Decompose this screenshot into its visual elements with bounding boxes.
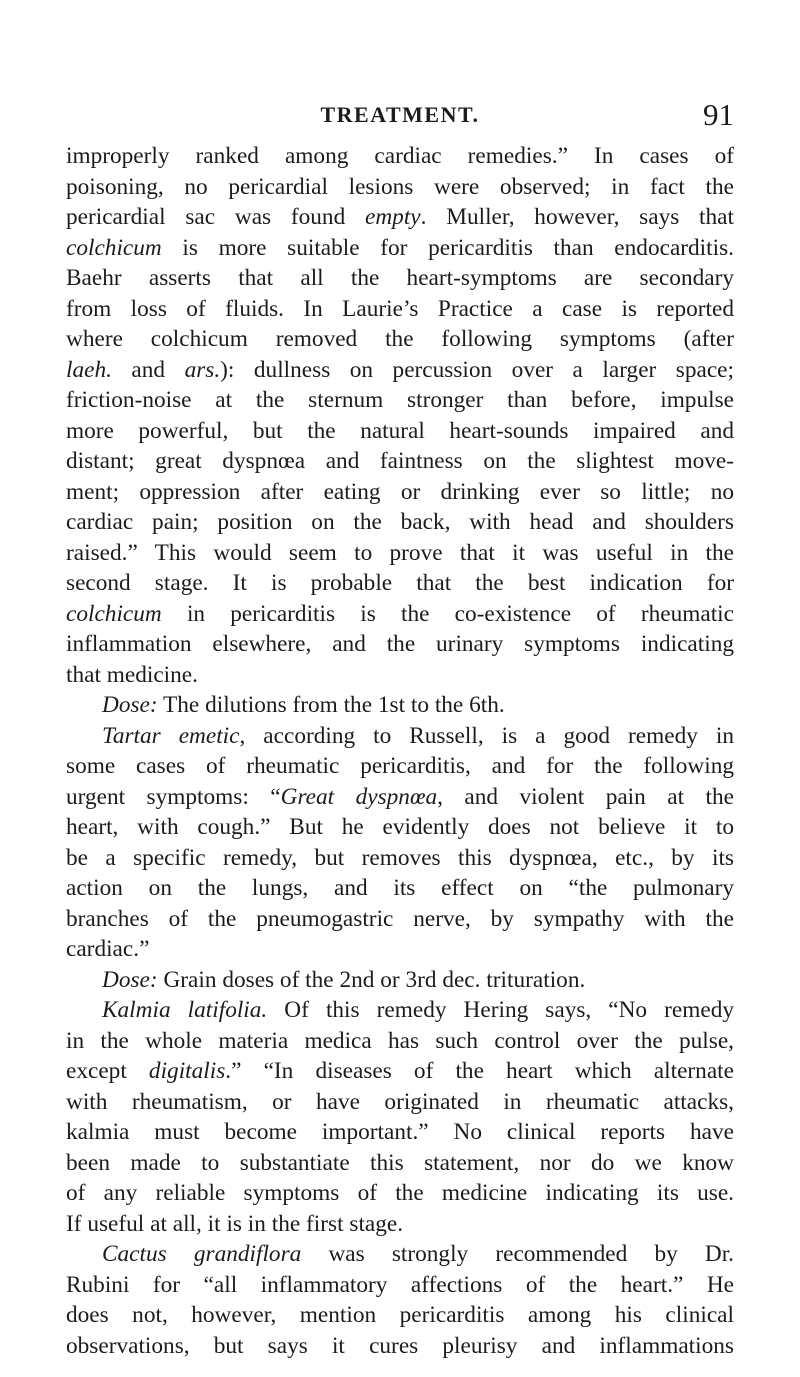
text-segment: and	[111, 356, 185, 383]
text-line	[66, 751, 734, 782]
text-line	[66, 843, 734, 874]
text-line	[66, 782, 734, 813]
text-segment: been made to substantiate this statement, nor do we know	[66, 1149, 734, 1176]
text-line	[66, 965, 734, 996]
text-segment: of any reliable symptoms of the medicine indicating its use.	[66, 1180, 734, 1206]
text-line	[66, 538, 734, 569]
text-segment: ): dullness on percussion over a larger space;	[220, 356, 734, 383]
text-segment: more powerful, but the natural heart-sounds impaired and	[66, 417, 734, 444]
text-segment: be a specific remedy, but removes this dyspnœa, etc., by its	[66, 844, 734, 871]
text-line	[66, 324, 734, 355]
text-line	[66, 1270, 734, 1301]
italic-text: colchicum	[66, 234, 162, 261]
text-segment: does not, however, mention pericarditis among his clinical	[66, 1302, 734, 1328]
text-line	[66, 568, 734, 599]
text-line	[66, 995, 734, 1026]
text-segment: was strongly recommended by Dr.	[301, 1241, 735, 1267]
text-segment: kalmia must become important.” No clinical reports have	[66, 1119, 734, 1145]
text-segment: heart, with cough.” But he evidently does not believe it to	[66, 814, 734, 840]
text-line	[66, 1117, 734, 1148]
italic-text: Tartar emetic	[102, 722, 240, 749]
text-segment: from loss of fluids. In Laurie’s Practice a case is reported	[66, 295, 734, 322]
text-segment: some cases of rheumatic pericarditis, and for the following	[66, 753, 734, 779]
text-line	[66, 1209, 734, 1240]
text-segment: poisoning, no pericardial lesions were observed; in fact the	[66, 173, 734, 200]
text-line	[66, 294, 734, 325]
italic-text: ars.	[184, 356, 221, 383]
text-segment: with rheumatism, or have originated in rheumatic attacks,	[66, 1088, 734, 1115]
text-line	[66, 1026, 734, 1057]
text-segment: in pericarditis is the co-existence of rheumatic	[161, 600, 734, 627]
text-segment: distant; great dyspnœa and faintness on the slightest move-	[66, 448, 734, 474]
italic-text: colchicum	[66, 600, 162, 627]
text-line	[66, 1148, 734, 1179]
text-segment: in the whole materia medica has such control over the pulse,	[66, 1027, 734, 1054]
text-line	[66, 660, 734, 691]
text-segment: If useful at all, it is in the first stage.	[66, 1210, 404, 1237]
text-segment: raised.” This would seem to prove that it was useful in the	[66, 539, 734, 566]
text-line	[66, 721, 734, 752]
text-segment: cardiac pain; position on the back, with head and shoulders	[66, 509, 734, 535]
italic-text: Kalmia latifolia.	[102, 997, 268, 1023]
text-segment: .” “In diseases of the heart which alternate	[225, 1058, 734, 1084]
text-line	[66, 1178, 734, 1209]
text-segment: branches of the pneumogastric nerve, by sympathy with the	[66, 905, 734, 932]
text-line	[66, 873, 734, 904]
page-number: 91	[703, 97, 734, 132]
page-header	[66, 95, 734, 135]
text-segment: action on the lungs, and its effect on “the pulmonary	[66, 875, 734, 901]
text-segment: Grain doses of the 2nd or 3rd dec. trituration.	[157, 966, 586, 993]
italic-text: empty	[365, 204, 421, 230]
text-segment: pericardial sac was found	[66, 204, 365, 230]
text-line	[66, 904, 734, 935]
text-line	[66, 141, 734, 172]
text-segment: improperly ranked among cardiac remedies.” In cases of	[66, 143, 734, 169]
text-segment: . Muller, however, says that	[420, 204, 734, 230]
text-line	[66, 1056, 734, 1087]
text-line	[66, 599, 734, 630]
text-segment: urgent symptoms: “	[66, 783, 281, 810]
text-line	[66, 1300, 734, 1331]
text-segment: , according to Russell, is a good remedy in	[239, 722, 735, 749]
text-line	[66, 172, 734, 203]
text-segment: inflammation elsewhere, and the urinary symptoms indicating	[66, 631, 734, 657]
italic-text: digitalis	[148, 1058, 226, 1084]
text-line	[66, 385, 734, 416]
text-segment: except	[66, 1058, 149, 1084]
text-line	[66, 1239, 734, 1270]
text-line	[66, 812, 734, 843]
text-line	[66, 629, 734, 660]
italic-text: Dose:	[102, 692, 158, 718]
text-segment: second stage. It is probable that the best indication for	[66, 570, 734, 596]
text-segment: Rubini for “all inflammatory affections of the heart.” He	[66, 1271, 734, 1298]
italic-text: Great dyspnœa	[280, 783, 438, 810]
text-line	[66, 690, 734, 721]
text-segment: Of this remedy Hering says, “No remedy	[267, 997, 734, 1023]
text-segment: , and violent pain at the	[437, 783, 735, 810]
italic-text: Dose:	[102, 966, 158, 993]
text-line	[66, 263, 734, 294]
text-segment: Baehr asserts that all the heart-symptoms are secondary	[66, 265, 734, 291]
text-line	[66, 233, 734, 264]
text-line	[66, 1087, 734, 1118]
text-segment: is more suitable for pericarditis than endocarditis.	[161, 234, 734, 261]
text-segment: that medicine.	[66, 661, 198, 688]
body-text	[66, 141, 734, 1361]
text-segment: cardiac.”	[66, 936, 150, 962]
text-line	[66, 934, 734, 965]
text-segment: observations, but says it cures pleurisy and inflammations	[66, 1332, 734, 1359]
italic-text: Cactus grandiflora	[102, 1241, 302, 1267]
text-segment: The dilutions from the 1st to the 6th.	[157, 692, 505, 718]
text-line	[66, 355, 734, 386]
text-line	[66, 1331, 734, 1362]
text-line	[66, 416, 734, 447]
text-segment: friction-noise at the sternum stronger than before, impulse	[66, 387, 734, 413]
text-line	[66, 202, 734, 233]
italic-text: laeh.	[66, 356, 112, 383]
text-line	[66, 446, 734, 477]
text-line	[66, 477, 734, 508]
text-line	[66, 507, 734, 538]
running-title: TREATMENT.	[320, 102, 480, 127]
text-segment: ment; oppression after eating or drinking ever so little; no	[66, 478, 734, 505]
text-segment: where colchicum removed the following symptoms (after	[66, 326, 734, 352]
